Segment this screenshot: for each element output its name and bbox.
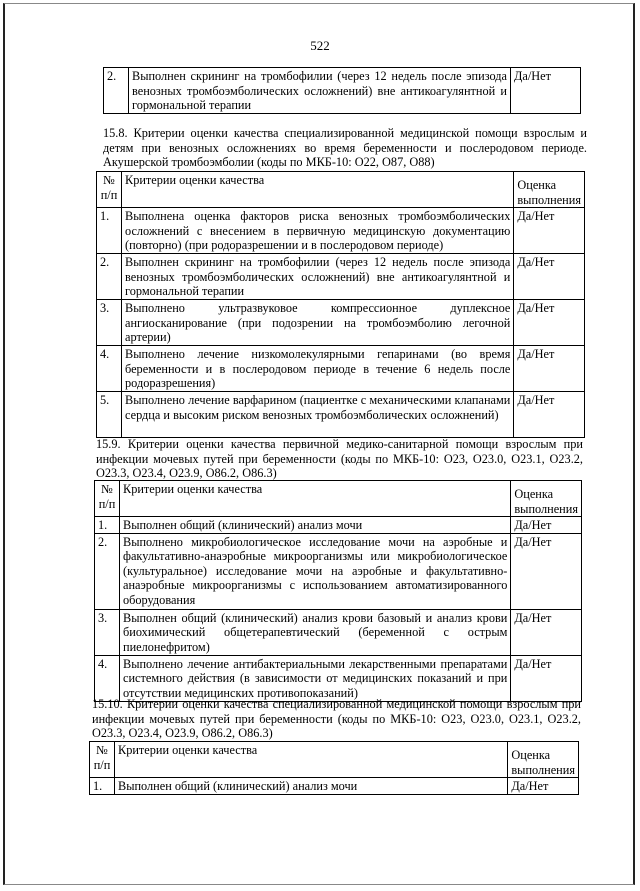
- header-criteria: Критерии оценки качества: [115, 742, 508, 778]
- table-row: [97, 254, 585, 300]
- result-cell: Да/Нет: [514, 300, 585, 346]
- result-cell: Да/Нет: [511, 68, 581, 114]
- header-result: Оценка выполнения: [511, 481, 582, 517]
- result-cell: Да/Нет: [514, 392, 585, 438]
- table-row: [97, 208, 585, 254]
- row-number: 1.: [90, 778, 115, 795]
- section-title-15-9: 15.9. Критерии оценки качества первичной медико-санитарной помощи взрослым при инфекции мочевых путей при беременности (коды по МКБ-10: O23, O23.0, O23.1, O23.2, O23.3, O23.4, O23.9, O86.2, O86.3): [96, 437, 583, 480]
- result-cell: Да/Нет: [511, 517, 582, 534]
- table-row: [95, 655, 582, 701]
- criteria-text: Выполнено микробиологическое исследование мочи на аэробные и факультативно-анаэробные микроорганизмы или микробиологическое (культуральное) исследование мочи на аэробные и факультативно-анаэробные микроорганизмы с использованием автоматизированного оборудования: [120, 533, 511, 609]
- row-number: 2.: [95, 533, 120, 609]
- criteria-text: Выполнено лечение варфарином (пациентке с механическими клапанами сердца и высоким риском венозных тромбоэмболических осложнений): [122, 392, 514, 438]
- table-row: [97, 346, 585, 392]
- row-number: 1.: [95, 517, 120, 534]
- table-row: [95, 517, 582, 534]
- header-number: № п/п: [97, 172, 122, 208]
- row-number: 3.: [95, 609, 120, 655]
- table-row: [95, 533, 582, 609]
- table-header-row: [97, 172, 585, 208]
- result-cell: Да/Нет: [511, 609, 582, 655]
- header-number: № п/п: [95, 481, 120, 517]
- result-cell: Да/Нет: [514, 208, 585, 254]
- criteria-text: Выполнен скрининг на тромбофилии (через 12 недель после эпизода венозных тромбоэмболических осложнений) вне антикоагулянтной и гормональной терапии: [129, 68, 511, 114]
- header-result: Оценка выполнения: [508, 742, 579, 778]
- result-cell: Да/Нет: [511, 533, 582, 609]
- table-row: [104, 68, 581, 114]
- row-number: 1.: [97, 208, 122, 254]
- result-cell: Да/Нет: [511, 655, 582, 701]
- criteria-text: Выполнено лечение антибактериальными лекарственными препаратами системного действия (в зависимости от медицинских показаний и при отсутствии медицинских противопоказаний): [120, 655, 511, 701]
- table-row: [97, 300, 585, 346]
- table-row: [97, 392, 585, 438]
- page-number: 522: [310, 38, 330, 53]
- header-criteria: Критерии оценки качества: [120, 481, 511, 517]
- section-title-15-10: 15.10. Критерии оценки качества специализированной медицинской помощи взрослым при инфекции мочевых путей при беременности (коды по МКБ-10: O23, O23.0, O23.1, O23.2, O23.3, O23.4, O23.9, O86.2, O86.3): [92, 697, 581, 740]
- top-criteria-table: [103, 67, 581, 114]
- criteria-text: Выполнен общий (клинический) анализ мочи: [115, 778, 508, 795]
- header-result: Оценка выполнения: [514, 172, 585, 208]
- header-number: № п/п: [90, 742, 115, 778]
- table-header-row: [90, 742, 579, 778]
- criteria-text: Выполнено ультразвуковое компрессионное дуплексное ангиосканирование (при подозрении на тромбоэмболию легочной артерии): [122, 300, 514, 346]
- row-number: 5.: [97, 392, 122, 438]
- criteria-table-15-10: [89, 741, 579, 795]
- table-row: [90, 778, 579, 795]
- criteria-text: Выполнен общий (клинический) анализ крови базовый и анализ крови биохимический общетерапевтический (беременной с острым пиелонефритом): [120, 609, 511, 655]
- table-header-row: [95, 481, 582, 517]
- row-number: 4.: [97, 346, 122, 392]
- row-number: 4.: [95, 655, 120, 701]
- criteria-text: Выполнен скрининг на тромбофилии (через 12 недель после эпизода венозных тромбоэмболических осложнений) вне антикоагулянтной и гормональной терапии: [122, 254, 514, 300]
- result-cell: Да/Нет: [508, 778, 579, 795]
- result-cell: Да/Нет: [514, 254, 585, 300]
- result-cell: Да/Нет: [514, 346, 585, 392]
- row-number: 2.: [97, 254, 122, 300]
- table-row: [95, 609, 582, 655]
- criteria-text: Выполнена оценка факторов риска венозных тромбоэмболических осложнений с внесением в первичную медицинскую документацию (повторно) (при родоразрешении и в послеродовом периоде): [122, 208, 514, 254]
- criteria-text: Выполнено лечение низкомолекулярными гепаринами (во время беременности и в послеродовом периоде в течение 6 недель после родоразрешения): [122, 346, 514, 392]
- criteria-text: Выполнен общий (клинический) анализ мочи: [120, 517, 511, 534]
- row-number: 3.: [97, 300, 122, 346]
- criteria-table-15-8: [96, 171, 585, 438]
- section-title-15-8: 15.8. Критерии оценки качества специализированной медицинской помощи взрослым и детям при венозных осложнениях во время беременности и послеродовом периоде. Акушерской тромбоэмболии (коды по МКБ-10: O22, O87, O88): [103, 126, 587, 169]
- row-number: 2.: [104, 68, 129, 114]
- header-criteria: Критерии оценки качества: [122, 172, 514, 208]
- criteria-table-15-9: [94, 480, 582, 702]
